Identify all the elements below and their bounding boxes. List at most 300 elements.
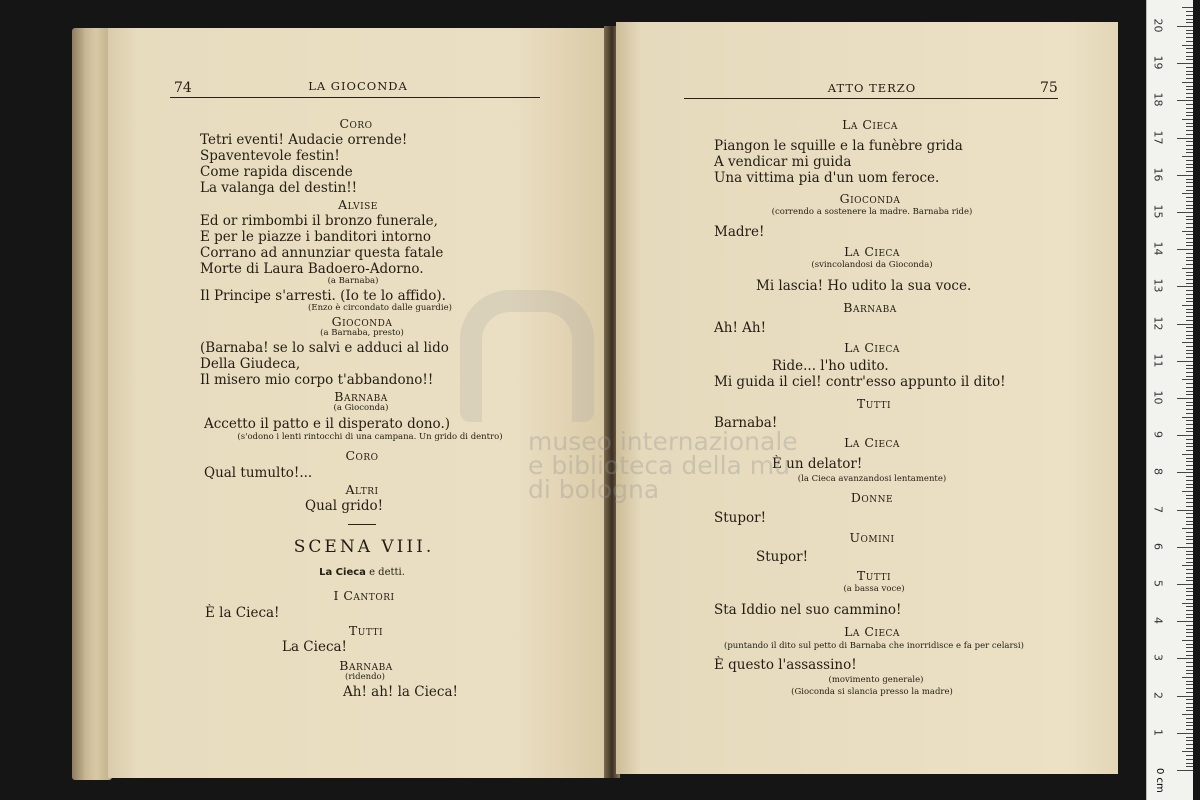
ruler-tick — [1177, 472, 1193, 473]
verse-line: Della Giudeca, — [200, 356, 301, 372]
verse-line: Piangon le squille e la funèbre grida — [714, 138, 963, 154]
ruler-tick — [1186, 331, 1193, 332]
ruler-tick — [1182, 379, 1193, 380]
speaker-label: Altri — [345, 482, 379, 497]
ruler-tick — [1182, 677, 1193, 678]
ruler-tick — [1186, 524, 1193, 525]
ruler-number: 12 — [1151, 316, 1165, 331]
ruler-tick — [1186, 420, 1193, 421]
ruler-tick — [1186, 606, 1193, 607]
ruler-tick — [1186, 335, 1193, 336]
ruler-tick — [1186, 104, 1193, 105]
ruler-tick — [1186, 495, 1193, 496]
ruler-tick — [1186, 67, 1193, 68]
ruler-tick — [1186, 33, 1193, 34]
ruler-number: 10 — [1151, 390, 1165, 405]
header-rule — [170, 97, 540, 98]
stage-direction: (Enzo è circondato dalle guardie) — [308, 303, 452, 313]
ruler-tick — [1177, 696, 1193, 697]
ruler-tick — [1177, 249, 1193, 250]
ruler-tick — [1186, 439, 1193, 440]
speaker-label: Tutti — [348, 623, 384, 638]
ruler-tick — [1186, 350, 1193, 351]
ruler-tick — [1186, 748, 1193, 749]
ruler-number: 6 — [1151, 542, 1165, 550]
verse-line: Sta Iddio nel suo cammino! — [714, 602, 902, 618]
ruler-tick — [1186, 446, 1193, 447]
stage-direction: (la Cieca avanzandosi lentamente) — [797, 474, 947, 484]
verse-line: (Barnaba! se lo salvi e adduci al lido — [200, 340, 449, 356]
ruler-tick — [1177, 286, 1193, 287]
ruler-tick — [1182, 156, 1193, 157]
ruler-tick — [1182, 640, 1193, 641]
page-edges — [72, 28, 112, 780]
ruler-tick — [1186, 573, 1193, 574]
ruler-tick — [1186, 647, 1193, 648]
ruler-tick — [1182, 603, 1193, 604]
ruler-tick — [1177, 361, 1193, 362]
ruler-tick — [1186, 699, 1193, 700]
ruler-tick — [1186, 725, 1193, 726]
ruler-tick — [1186, 59, 1193, 60]
ruler-tick — [1182, 417, 1193, 418]
page-number: 74 — [174, 80, 192, 96]
ruler-tick — [1186, 30, 1193, 31]
ruler-tick — [1186, 216, 1193, 217]
speaker-label: Uomini — [849, 530, 895, 545]
stage-direction: (a Barnaba, presto) — [320, 328, 404, 338]
scene-others: e detti. — [369, 567, 405, 578]
ruler-tick — [1186, 89, 1193, 90]
ruler-tick — [1182, 305, 1193, 306]
ruler-tick — [1177, 547, 1193, 548]
speaker-label: La Cieca — [842, 117, 898, 132]
ruler-tick — [1186, 11, 1193, 12]
ruler-tick — [1177, 584, 1193, 585]
stage-direction: (correndo a sostenere la madre. Barnaba ride) — [771, 207, 973, 217]
ruler-tick — [1182, 565, 1193, 566]
ruler-tick — [1186, 301, 1193, 302]
ruler-tick — [1186, 673, 1193, 674]
ruler-tick — [1177, 770, 1193, 771]
ruler-tick — [1186, 506, 1193, 507]
ruler-tick — [1186, 458, 1193, 459]
ruler-tick — [1186, 97, 1193, 98]
ruler-tick — [1186, 517, 1193, 518]
scene-character: La Cieca — [319, 567, 366, 578]
verse-line: A vendicar mi guida — [714, 154, 852, 170]
verse-line: Mi guida il ciel! contr'esso appunto il dito! — [714, 374, 1006, 390]
ruler-tick — [1186, 763, 1193, 764]
ruler-tick — [1186, 86, 1193, 87]
verse-line: Ride... l'ho udito. — [772, 358, 889, 374]
ruler-tick — [1186, 290, 1193, 291]
ruler-tick — [1186, 413, 1193, 414]
watermark-line: e biblioteca della mu — [528, 451, 790, 480]
verse-line: Morte di Laura Badoero-Adorno. — [200, 261, 424, 277]
verse-line: È un delator! — [772, 456, 863, 472]
ruler-tick — [1186, 78, 1193, 79]
ruler-tick — [1186, 431, 1193, 432]
ruler-tick — [1186, 599, 1193, 600]
ruler-tick — [1186, 15, 1193, 16]
ruler-tick — [1186, 569, 1193, 570]
ruler-tick — [1186, 227, 1193, 228]
ruler-tick — [1186, 93, 1193, 94]
ruler-tick — [1186, 327, 1193, 328]
ruler-tick — [1186, 469, 1193, 470]
ruler-tick — [1186, 577, 1193, 578]
verse-line: Accetto il patto e il disperato dono.) — [204, 416, 450, 432]
ruler-tick — [1186, 551, 1193, 552]
ruler-tick — [1186, 394, 1193, 395]
ruler-tick — [1186, 450, 1193, 451]
speaker-label: La Cieca — [844, 340, 900, 355]
ruler-tick — [1186, 387, 1193, 388]
ruler-tick — [1186, 487, 1193, 488]
ruler-tick — [1186, 309, 1193, 310]
speaker-label: La Cieca — [844, 624, 900, 639]
ruler-tick — [1186, 532, 1193, 533]
watermark-line: museo internazionale — [528, 427, 798, 456]
ruler-tick — [1186, 48, 1193, 49]
ruler-number: 4 — [1151, 617, 1165, 625]
verse-line: Qual tumulto!... — [204, 465, 313, 481]
ruler-number: 15 — [1151, 204, 1165, 219]
speaker-label: Tutti — [856, 396, 892, 411]
speaker-label: Barnaba — [843, 300, 897, 315]
ruler-tick — [1186, 182, 1193, 183]
ruler-tick — [1186, 409, 1193, 410]
ruler-tick — [1186, 112, 1193, 113]
verse-line: Il Principe s'arresti. (Io te lo affido). — [200, 288, 446, 304]
ruler-tick — [1177, 510, 1193, 511]
verse-line: Stupor! — [714, 510, 767, 526]
speaker-label: Alvise — [338, 197, 378, 212]
speaker-label: Barnaba — [334, 389, 388, 404]
ruler-tick — [1186, 223, 1193, 224]
ruler-tick — [1186, 238, 1193, 239]
speaker-label: La Cieca — [844, 435, 900, 450]
ruler-tick — [1186, 744, 1193, 745]
ruler-number: 16 — [1151, 167, 1165, 182]
verse-line: Ed or rimbombi il bronzo funerale, — [200, 213, 438, 229]
verse-line: Madre! — [714, 224, 765, 240]
ruler-tick — [1186, 179, 1193, 180]
verse-line: La valanga del destin!! — [200, 180, 358, 196]
ruler-tick — [1186, 580, 1193, 581]
verse-line: Stupor! — [756, 549, 809, 565]
ruler-tick — [1186, 298, 1193, 299]
ruler-tick — [1182, 45, 1193, 46]
ruler-tick — [1177, 212, 1193, 213]
ruler-tick — [1186, 498, 1193, 499]
ruler-tick — [1177, 138, 1193, 139]
ruler-tick — [1186, 543, 1193, 544]
speaker-label: Donne — [850, 490, 894, 505]
ruler-number: 5 — [1151, 580, 1165, 587]
stage-direction: (ridendo) — [345, 672, 385, 682]
ruler-tick — [1186, 644, 1193, 645]
page-number: 75 — [1040, 80, 1058, 96]
ruler-tick — [1177, 63, 1193, 64]
ruler-tick — [1186, 353, 1193, 354]
ruler-tick — [1186, 365, 1193, 366]
ruler-tick — [1186, 614, 1193, 615]
ruler-tick — [1186, 279, 1193, 280]
speaker-label: La Cieca — [844, 244, 900, 259]
stage-direction: (Gioconda si slancia presso la madre) — [791, 687, 953, 697]
ruler-tick — [1186, 272, 1193, 273]
ruler-number: 11 — [1151, 353, 1165, 368]
ruler-tick — [1186, 703, 1193, 704]
speaker-label: Gioconda — [331, 314, 393, 329]
ruler-tick — [1186, 134, 1193, 135]
ruler-tick — [1186, 22, 1193, 23]
ruler-tick — [1186, 264, 1193, 265]
stage-direction: (s'odono i lenti rintocchi di una campana. Un grido di dentro) — [237, 432, 503, 442]
watermark-logo — [460, 290, 594, 422]
ruler-tick — [1186, 521, 1193, 522]
ruler-tick — [1182, 751, 1193, 752]
ruler-tick — [1186, 424, 1193, 425]
ruler-tick — [1186, 253, 1193, 254]
ruler-tick — [1186, 502, 1193, 503]
ruler-tick — [1177, 398, 1193, 399]
ruler-tick — [1182, 268, 1193, 269]
ruler-tick — [1186, 275, 1193, 276]
ruler-tick — [1186, 171, 1193, 172]
ruler-tick — [1186, 283, 1193, 284]
verse-line: Una vittima pia d'un uom feroce. — [714, 170, 940, 186]
ruler-tick — [1186, 755, 1193, 756]
ruler-tick — [1182, 119, 1193, 120]
ruler-tick — [1186, 562, 1193, 563]
ruler-tick — [1186, 41, 1193, 42]
ruler-tick — [1186, 152, 1193, 153]
ruler-tick — [1186, 372, 1193, 373]
ruler-tick — [1186, 707, 1193, 708]
ruler-tick — [1186, 666, 1193, 667]
ruler-tick — [1186, 164, 1193, 165]
ruler-tick — [1186, 123, 1193, 124]
ruler-tick — [1186, 190, 1193, 191]
ruler-tick — [1186, 197, 1193, 198]
ruler-tick — [1182, 342, 1193, 343]
ruler-tick — [1186, 759, 1193, 760]
verse-line: E per le piazze i banditori intorno — [200, 229, 432, 245]
ruler-tick — [1186, 186, 1193, 187]
ruler-tick — [1182, 528, 1193, 529]
ruler-tick — [1177, 175, 1193, 176]
ruler-number: 8 — [1151, 468, 1165, 476]
speaker-label: I Cantori — [333, 588, 395, 603]
ruler-tick — [1186, 71, 1193, 72]
ruler-tick — [1186, 655, 1193, 656]
ruler-tick — [1186, 554, 1193, 555]
ruler-tick — [1186, 74, 1193, 75]
verse-line: Qual grido! — [305, 498, 384, 514]
ruler-tick — [1186, 130, 1193, 131]
ruler-number: 2 — [1151, 691, 1165, 699]
stage-direction: (movimento generale) — [828, 675, 924, 685]
speaker-label: Barnaba — [339, 658, 393, 673]
ruler-tick — [1186, 588, 1193, 589]
speaker-label: Coro — [345, 448, 379, 463]
stage-direction: (puntando il dito sul petto di Barnaba che inorridisce e fa per celarsi) — [724, 641, 1024, 651]
ruler-number: 7 — [1151, 505, 1165, 513]
ruler-tick — [1186, 167, 1193, 168]
ruler-tick — [1186, 480, 1193, 481]
scene-subheading — [319, 565, 405, 581]
verse-line: Il misero mio corpo t'abbandono!! — [200, 372, 434, 388]
verse-line: È questo l'assassino! — [714, 657, 857, 673]
speaker-label: Coro — [339, 116, 373, 131]
ruler-tick — [1186, 670, 1193, 671]
ruler-tick — [1186, 205, 1193, 206]
running-head: LA GIOCONDA — [308, 79, 408, 93]
ruler-tick — [1182, 454, 1193, 455]
ruler-number: 20 — [1151, 18, 1165, 33]
ruler-tick — [1182, 714, 1193, 715]
stage-direction: (a bassa voce) — [843, 584, 905, 594]
stage-direction: (a Gioconda) — [333, 403, 389, 413]
ruler-tick — [1186, 629, 1193, 630]
ruler-tick — [1186, 539, 1193, 540]
ruler-tick — [1186, 737, 1193, 738]
ruler-tick — [1186, 338, 1193, 339]
verse-line: La Cieca! — [282, 639, 347, 655]
ruler-tick — [1186, 632, 1193, 633]
speaker-label: Gioconda — [839, 191, 901, 206]
ruler-number: 17 — [1151, 130, 1165, 145]
ruler-tick — [1186, 710, 1193, 711]
ruler-tick — [1186, 19, 1193, 20]
ruler-unit: 0 cm — [1154, 768, 1165, 793]
ruler-tick — [1186, 625, 1193, 626]
ruler-tick — [1186, 208, 1193, 209]
verse-line: Ah! Ah! — [714, 320, 767, 336]
section-rule — [348, 524, 376, 525]
ruler-tick — [1177, 435, 1193, 436]
ruler-tick — [1186, 37, 1193, 38]
ruler-tick — [1186, 610, 1193, 611]
ruler-tick — [1186, 718, 1193, 719]
ruler-tick — [1186, 316, 1193, 317]
ruler-number: 13 — [1151, 278, 1165, 293]
ruler-tick — [1186, 234, 1193, 235]
verse-line: Spaventevole festin! — [200, 148, 340, 164]
ruler-tick — [1186, 405, 1193, 406]
ruler-number: 9 — [1151, 431, 1165, 439]
watermark-line: di bologna — [528, 475, 660, 504]
ruler-tick — [1186, 145, 1193, 146]
running-head: ATTO TERZO — [827, 81, 917, 95]
stage-direction: (svincolandosi da Gioconda) — [811, 260, 933, 270]
verse-line: Come rapida discende — [200, 164, 353, 180]
ruler-tick — [1186, 320, 1193, 321]
ruler-tick — [1186, 461, 1193, 462]
ruler-tick — [1186, 740, 1193, 741]
ruler-tick — [1186, 149, 1193, 150]
verse-line: È la Cieca! — [205, 605, 280, 621]
ruler-tick — [1186, 52, 1193, 53]
ruler-tick — [1186, 391, 1193, 392]
ruler-tick — [1186, 476, 1193, 477]
ruler-tick — [1186, 346, 1193, 347]
ruler-tick — [1186, 692, 1193, 693]
speaker-label: Tutti — [856, 568, 892, 583]
scene-heading: SCENA VIII. — [293, 537, 435, 557]
ruler-tick — [1177, 324, 1193, 325]
ruler-tick — [1182, 193, 1193, 194]
ruler-tick — [1186, 484, 1193, 485]
ruler-tick — [1186, 245, 1193, 246]
ruler-tick — [1186, 729, 1193, 730]
ruler-tick — [1177, 733, 1193, 734]
watermark-text — [528, 427, 798, 504]
ruler-tick — [1177, 100, 1193, 101]
ruler-tick — [1186, 428, 1193, 429]
ruler-tick — [1186, 56, 1193, 57]
ruler-tick — [1186, 260, 1193, 261]
ruler-tick — [1186, 766, 1193, 767]
ruler-tick — [1186, 536, 1193, 537]
measurement-ruler — [1146, 0, 1193, 800]
ruler-number: 18 — [1151, 92, 1165, 107]
ruler-tick — [1186, 219, 1193, 220]
ruler-tick — [1186, 376, 1193, 377]
ruler-tick — [1186, 595, 1193, 596]
ruler-tick — [1186, 242, 1193, 243]
ruler-tick — [1177, 26, 1193, 27]
ruler-tick — [1186, 108, 1193, 109]
ruler-tick — [1186, 722, 1193, 723]
ruler-tick — [1186, 141, 1193, 142]
ruler-tick — [1182, 491, 1193, 492]
ruler-tick — [1186, 126, 1193, 127]
ruler-tick — [1186, 294, 1193, 295]
ruler-tick — [1186, 160, 1193, 161]
ruler-number: 1 — [1151, 728, 1165, 736]
ruler-tick — [1182, 82, 1193, 83]
ruler-tick — [1186, 684, 1193, 685]
ruler-tick — [1182, 231, 1193, 232]
ruler-tick — [1186, 368, 1193, 369]
ruler-tick — [1186, 115, 1193, 116]
header-rule — [684, 98, 1058, 99]
ruler-tick — [1186, 617, 1193, 618]
ruler-tick — [1186, 681, 1193, 682]
ruler-tick — [1186, 558, 1193, 559]
ruler-tick — [1186, 257, 1193, 258]
ruler-tick — [1186, 513, 1193, 514]
ruler-tick — [1186, 465, 1193, 466]
verse-line: Mi lascia! Ho udito la sua voce. — [756, 278, 972, 294]
ruler-tick — [1186, 402, 1193, 403]
ruler-tick — [1182, 7, 1193, 8]
ruler-tick — [1186, 443, 1193, 444]
verse-line: Tetri eventi! Audacie orrende! — [200, 132, 408, 148]
ruler-tick — [1186, 662, 1193, 663]
ruler-number: 3 — [1151, 654, 1165, 662]
ruler-tick — [1186, 636, 1193, 637]
ruler-tick — [1186, 651, 1193, 652]
ruler-tick — [1186, 591, 1193, 592]
stage-direction: (a Barnaba) — [327, 276, 379, 286]
ruler-number: 19 — [1151, 55, 1165, 70]
verse-line: Ah! ah! la Cieca! — [343, 684, 458, 700]
